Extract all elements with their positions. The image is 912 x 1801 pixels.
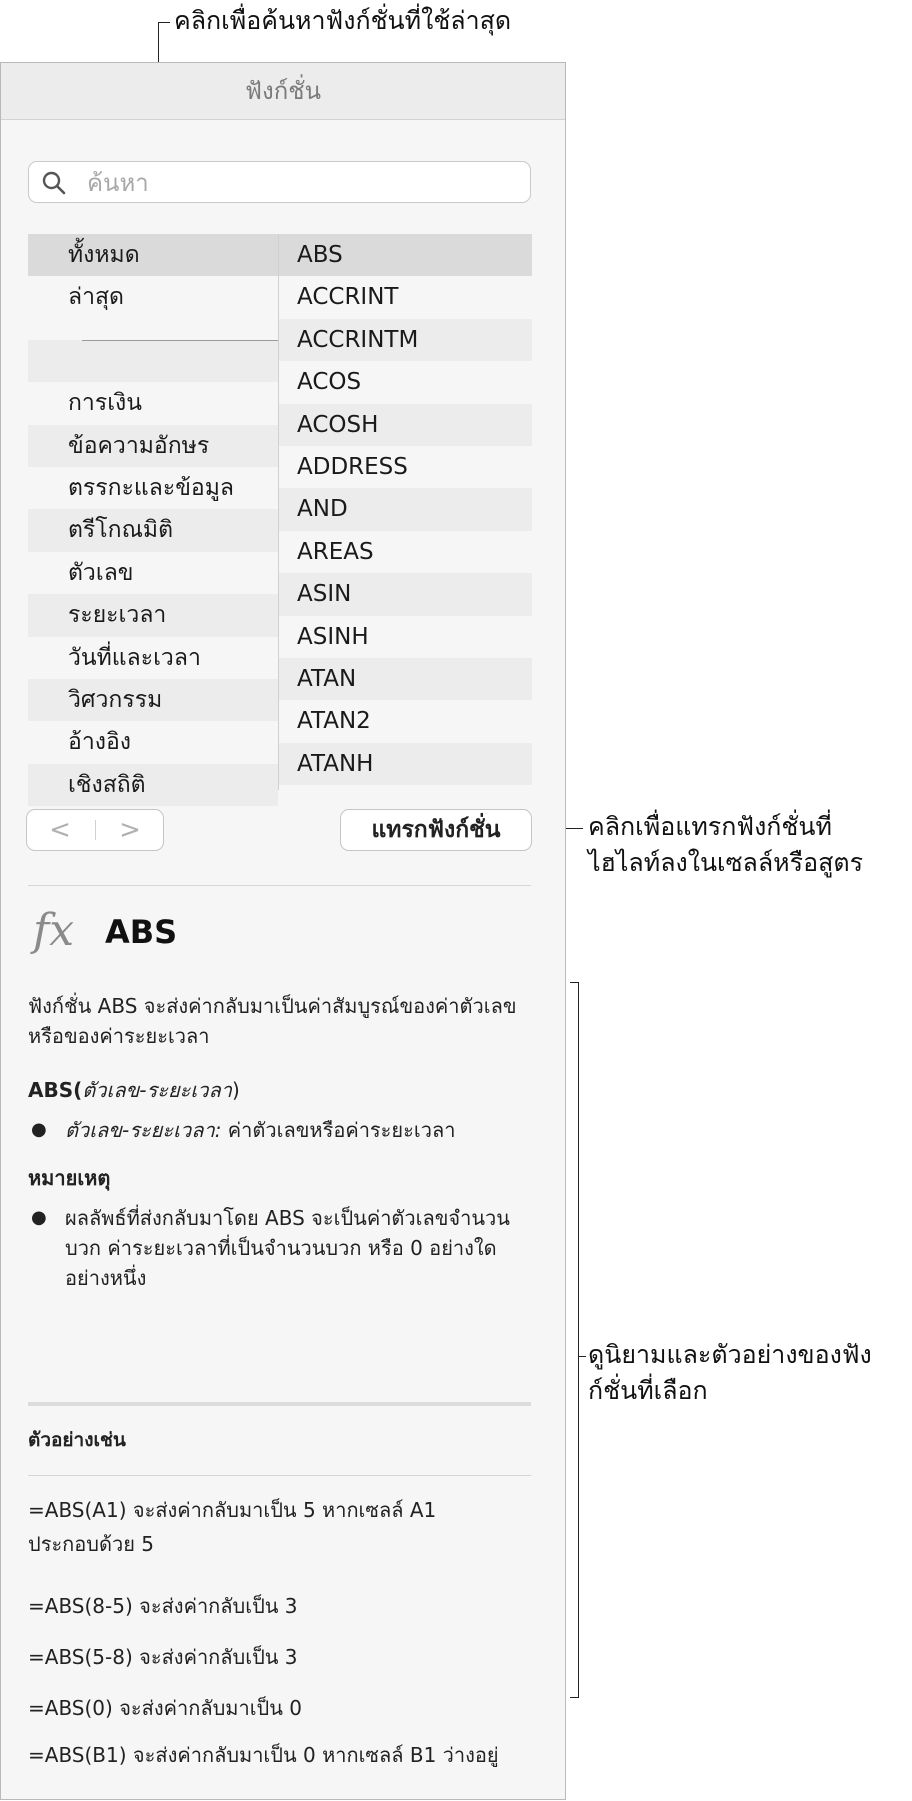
- bracket-bottom: [570, 1697, 579, 1698]
- function-item[interactable]: ACOSH: [279, 404, 532, 446]
- bracket-pointer: [578, 1356, 586, 1357]
- notes-heading: หมายเหตุ: [28, 1166, 111, 1190]
- category-item-financial[interactable]: การเงิน: [28, 382, 278, 424]
- function-item[interactable]: ATAN2: [279, 700, 532, 742]
- callout-recent-tick: [158, 22, 170, 23]
- history-nav: [26, 809, 164, 851]
- insert-function-button[interactable]: แทรกฟังก์ชั่น: [340, 809, 532, 851]
- argument-desc: ค่าตัวเลขหรือค่าระยะเวลา: [221, 1118, 456, 1142]
- category-item-numeric[interactable]: ตัวเลข: [28, 552, 278, 594]
- callout-insert-1: คลิกเพื่อแทรกฟังก์ชั่นที่: [588, 812, 832, 841]
- functions-panel: ฟังก์ชั่น ค้นหา ทั้งหมด ล่าสุด การเงิน ข้อความอักษร ตรรกะและข้อมูล ตรีโกณมิติ ตัวเลข ระยะเวลา วันที่และเวลา วิศวกรรม อ้างอิง เชิงสถิติ ABS ACCRINT ACCRINTM ACOS ACOSH ADDRESS AND AREAS ASIN ASINH ATAN ATAN2 ATANH < > แทรกฟังก์ชั่น fx ABS ฟังก์ชั่น ABS จะส่งค่ากลับมาเป็นค่าสัมบูรณ์ของค่าตัวเลขหรือของค่าระยะเวลา ABS(ตัวเลข-ระยะเวลา) ● ตัวเลข-ระยะเวลา: ค่าตัวเลขหรือค่าระยะเวลา หมายเหตุ ● ผลลัพธ์ที่ส่งกลับมาโดย ABS จะเป็นค่าตัวเลขจำนวนบวก ค่าระยะเวลาที่เป็นจำนวนบวก หรือ 0 อย่างใดอย่างหนึ่ง ตัวอย่างเช่น =ABS(A1) จะส่งค่ากลับมาเป็น 5 หากเซลล์ A1 ประกอบด้วย 5 =ABS(8-5) จะส่งค่ากลับเป็น 3 =ABS(5-8) จะส่งค่ากลับเป็น 3 =ABS(0) จะส่งค่ากลับมาเป็น 0 =ABS(B1) จะส่งค่ากลับมาเป็น 0 หากเซลล์ B1 ว่างอยู่: [0, 62, 566, 1800]
- function-item[interactable]: ABS: [279, 234, 532, 276]
- category-item-trigonometric[interactable]: ตรีโกณมิติ: [28, 509, 278, 551]
- example-item: =ABS(0) จะส่งค่ากลับมาเป็น 0: [28, 1696, 302, 1720]
- bracket-vertical: [578, 982, 579, 1698]
- callout-definition-2: ก์ชั่นที่เลือก: [588, 1376, 708, 1405]
- callout-recent: คลิกเพื่อค้นหาฟังก์ชั่นที่ใช้ล่าสุด: [174, 6, 512, 35]
- function-item[interactable]: ADDRESS: [279, 446, 532, 488]
- category-item-statistical[interactable]: เชิงสถิติ: [28, 764, 278, 806]
- category-item-recent[interactable]: ล่าสุด: [28, 276, 278, 318]
- syntax-arg: ตัวเลข-ระยะเวลา: [82, 1078, 232, 1102]
- callout-insert-2: ไฮไลท์ลงในเซลล์หรือสูตร: [588, 848, 864, 877]
- function-item[interactable]: ASIN: [279, 573, 532, 615]
- panel-title: ฟังก์ชั่น: [1, 63, 565, 120]
- function-item[interactable]: ACCRINT: [279, 276, 532, 318]
- category-item-all[interactable]: ทั้งหมด: [28, 234, 278, 276]
- function-item[interactable]: ACOS: [279, 361, 532, 403]
- category-item-duration[interactable]: ระยะเวลา: [28, 594, 278, 636]
- category-item-logical[interactable]: ตรรกะและข้อมูล: [28, 467, 278, 509]
- bracket-top: [570, 982, 579, 983]
- example-item: =ABS(B1) จะส่งค่ากลับมาเป็น 0 หากเซลล์ B1 ว่างอยู่: [28, 1743, 499, 1767]
- function-description: ฟังก์ชั่น ABS จะส่งค่ากลับมาเป็นค่าสัมบูรณ์ของค่าตัวเลขหรือของค่าระยะเวลา: [28, 994, 517, 1048]
- function-syntax: [28, 1075, 538, 1105]
- note-text: ผลลัพธ์ที่ส่งกลับมาโดย ABS จะเป็นค่าตัวเลขจำนวนบวก ค่าระยะเวลาที่เป็นจำนวนบวก หรือ 0 อย่างใดอย่างหนึ่ง: [65, 1206, 510, 1290]
- forward-button[interactable]: >: [119, 815, 141, 845]
- category-item-text[interactable]: ข้อความอักษร: [28, 425, 278, 467]
- function-item[interactable]: ASINH: [279, 616, 532, 658]
- category-separator: [28, 340, 278, 382]
- example-item: =ABS(8-5) จะส่งค่ากลับเป็น 3: [28, 1594, 298, 1618]
- argument-name: ตัวเลข-ระยะเวลา:: [65, 1118, 222, 1142]
- function-title: ABS: [105, 913, 178, 951]
- function-item[interactable]: ATAN: [279, 658, 532, 700]
- fx-icon: fx: [33, 905, 75, 956]
- category-list: [28, 234, 278, 806]
- search-input[interactable]: [85, 162, 509, 204]
- function-item[interactable]: ACCRINTM: [279, 319, 532, 361]
- category-item-engineering[interactable]: วิศวกรรม: [28, 679, 278, 721]
- function-list: [279, 234, 532, 785]
- back-button[interactable]: <: [49, 815, 71, 845]
- category-item-reference[interactable]: อ้างอิง: [28, 721, 278, 763]
- example-item: =ABS(A1) จะส่งค่ากลับมาเป็น 5 หากเซลล์ A1 ประกอบด้วย 5: [28, 1498, 437, 1556]
- function-item[interactable]: AND: [279, 488, 532, 530]
- function-item[interactable]: ATANH: [279, 743, 532, 785]
- syntax-close: ): [231, 1078, 240, 1102]
- description-divider: [28, 885, 531, 886]
- examples-heading-divider: [28, 1475, 531, 1476]
- function-item[interactable]: AREAS: [279, 531, 532, 573]
- examples-heading: ตัวอย่างเช่น: [28, 1429, 126, 1451]
- example-item: =ABS(5-8) จะส่งค่ากลับเป็น 3: [28, 1645, 298, 1669]
- examples-divider: [28, 1402, 531, 1406]
- callout-definition-1: ดูนิยามและตัวอย่างของฟัง: [588, 1340, 872, 1369]
- nav-divider: [95, 820, 96, 840]
- category-item-datetime[interactable]: วันที่และเวลา: [28, 637, 278, 679]
- search-field[interactable]: [28, 161, 531, 203]
- syntax-name: ABS(: [28, 1078, 83, 1102]
- search-icon: [41, 170, 67, 196]
